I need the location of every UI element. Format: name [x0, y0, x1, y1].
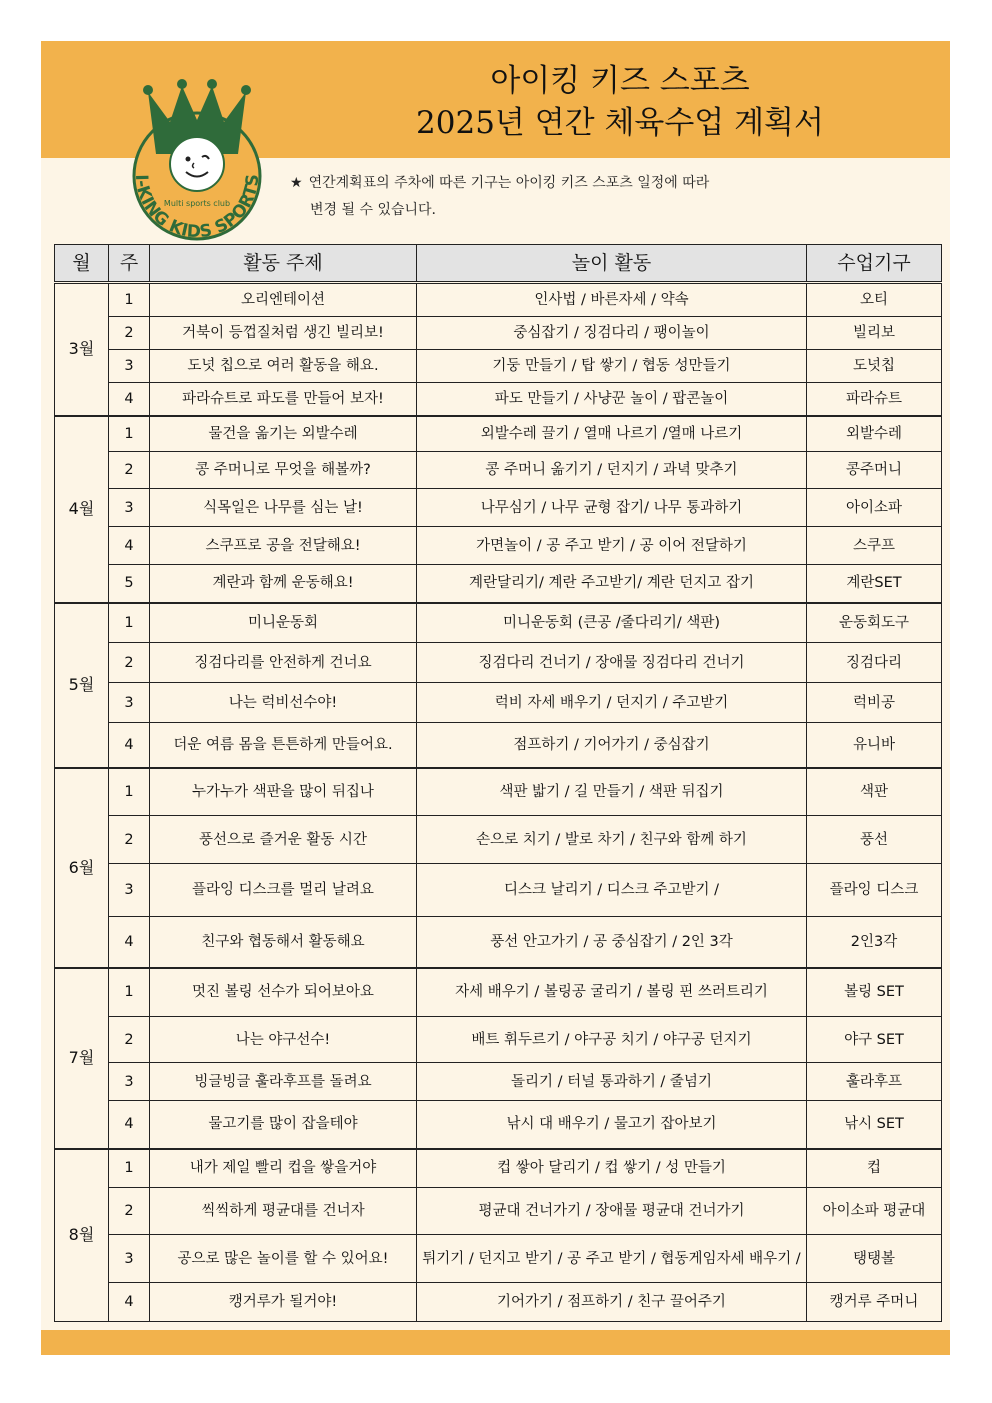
topic-cell: 멋진 볼링 선수가 되어보아요 — [150, 968, 417, 1017]
table-row — [55, 1101, 942, 1149]
month-cell: 8월 — [55, 1149, 109, 1322]
tool-cell: 색판 — [807, 768, 942, 816]
topic-cell: 공으로 많은 놀이를 할 수 있어요! — [150, 1235, 417, 1283]
topic-cell: 더운 여름 몸을 튼튼하게 만들어요. — [150, 723, 417, 768]
table-row — [55, 917, 942, 968]
month-cell: 7월 — [55, 968, 109, 1149]
tool-cell: 외발수레 — [807, 416, 942, 452]
table-row — [55, 283, 942, 317]
topic-cell: 물건을 옮기는 외발수레 — [150, 416, 417, 452]
table-row — [55, 643, 942, 683]
header-topic: 활동 주제 — [150, 245, 417, 283]
table-row — [55, 350, 942, 383]
table-row — [55, 1149, 942, 1188]
tool-cell: 럭비공 — [807, 683, 942, 723]
i-king-kids-sports-logo — [110, 64, 285, 242]
tool-cell: 스쿠프 — [807, 527, 942, 565]
activity-cell: 기어가기 / 점프하기 / 친구 끌어주기 — [417, 1283, 807, 1322]
activity-cell: 자세 배우기 / 볼링공 굴리기 / 볼링 핀 쓰러트리기 — [417, 968, 807, 1017]
star-icon: ★ — [290, 175, 303, 191]
topic-cell: 식목일은 나무를 심는 날! — [150, 489, 417, 527]
tool-cell: 볼링 SET — [807, 968, 942, 1017]
activity-cell: 손으로 치기 / 발로 차기 / 친구와 함께 하기 — [417, 816, 807, 864]
tool-cell: 유니바 — [807, 723, 942, 768]
table-row — [55, 603, 942, 643]
activity-cell: 징검다리 건너기 / 장애물 징검다리 건너기 — [417, 643, 807, 683]
topic-cell: 친구와 협동해서 활동해요 — [150, 917, 417, 968]
tool-cell: 풍선 — [807, 816, 942, 864]
topic-cell: 계란과 함께 운동해요! — [150, 565, 417, 603]
topic-cell: 미니운동회 — [150, 603, 417, 643]
table-row — [55, 683, 942, 723]
week-cell: 1 — [109, 1149, 150, 1188]
title-line-1: 아이킹 키즈 스포츠 — [490, 63, 750, 99]
table-row — [55, 864, 942, 917]
week-cell: 4 — [109, 1101, 150, 1149]
tool-cell: 아이소파 평균대 — [807, 1188, 942, 1235]
topic-cell: 캥거루가 될거야! — [150, 1283, 417, 1322]
activity-cell: 가면놀이 / 공 주고 받기 / 공 이어 전달하기 — [417, 527, 807, 565]
table-row — [55, 489, 942, 527]
activity-cell: 외발수레 끌기 / 열매 나르기 /열매 나르기 — [417, 416, 807, 452]
week-cell: 3 — [109, 864, 150, 917]
table-row — [55, 968, 942, 1017]
month-cell: 5월 — [55, 603, 109, 768]
logo-subtext: Multi sports club — [163, 199, 231, 208]
tool-cell: 훌라후프 — [807, 1063, 942, 1101]
topic-cell: 징검다리를 안전하게 건너요 — [150, 643, 417, 683]
activity-cell: 튀기기 / 던지고 받기 / 공 주고 받기 / 협동게임자세 배우기 / — [417, 1235, 807, 1283]
header-month: 월 — [55, 245, 109, 283]
table-row — [55, 527, 942, 565]
week-cell: 1 — [109, 283, 150, 317]
table-row — [55, 768, 942, 816]
topic-cell: 스쿠프로 공을 전달해요! — [150, 527, 417, 565]
week-cell: 4 — [109, 723, 150, 768]
tool-cell: 컵 — [807, 1149, 942, 1188]
header-week: 주 — [109, 245, 150, 283]
month-cell: 4월 — [55, 416, 109, 603]
page-title — [300, 60, 940, 144]
table-row — [55, 1188, 942, 1235]
annual-plan-table — [54, 244, 942, 1322]
activity-cell: 낚시 대 배우기 / 물고기 잡아보기 — [417, 1101, 807, 1149]
week-cell: 2 — [109, 1017, 150, 1063]
activity-cell: 나무심기 / 나무 균형 잡기/ 나무 통과하기 — [417, 489, 807, 527]
topic-cell: 풍선으로 즐거운 활동 시간 — [150, 816, 417, 864]
tool-cell: 빌리보 — [807, 317, 942, 350]
week-cell: 1 — [109, 768, 150, 816]
month-cell: 6월 — [55, 768, 109, 968]
table-row — [55, 1235, 942, 1283]
tool-cell: 아이소파 — [807, 489, 942, 527]
table-body — [55, 283, 942, 1322]
week-cell: 4 — [109, 917, 150, 968]
tool-cell: 오티 — [807, 283, 942, 317]
topic-cell: 오리엔테이션 — [150, 283, 417, 317]
activity-cell: 점프하기 / 기어가기 / 중심잡기 — [417, 723, 807, 768]
week-cell: 4 — [109, 527, 150, 565]
activity-cell: 미니운동회 (큰공 /줄다리기/ 색판) — [417, 603, 807, 643]
tool-cell: 2인3각 — [807, 917, 942, 968]
tool-cell: 콩주머니 — [807, 452, 942, 489]
activity-cell: 럭비 자세 배우기 / 던지기 / 주고받기 — [417, 683, 807, 723]
tool-cell: 계란SET — [807, 565, 942, 603]
month-cell: 3월 — [55, 283, 109, 416]
topic-cell: 나는 럭비선수야! — [150, 683, 417, 723]
activity-cell: 파도 만들기 / 사냥꾼 놀이 / 팝콘놀이 — [417, 383, 807, 416]
activity-cell: 콩 주머니 옮기기 / 던지기 / 과녁 맞추기 — [417, 452, 807, 489]
logo-text: I-KING KIDS SPORTS — [130, 173, 264, 242]
activity-cell: 컵 쌓아 달리기 / 컵 쌓기 / 성 만들기 — [417, 1149, 807, 1188]
activity-cell: 돌리기 / 터널 통과하기 / 줄넘기 — [417, 1063, 807, 1101]
activity-cell: 계란달리기/ 계란 주고받기/ 계란 던지고 잡기 — [417, 565, 807, 603]
week-cell: 3 — [109, 1063, 150, 1101]
activity-cell: 중심잡기 / 징검다리 / 팽이놀이 — [417, 317, 807, 350]
week-cell: 2 — [109, 317, 150, 350]
topic-cell: 씩씩하게 평균대를 건너자 — [150, 1188, 417, 1235]
title-line-2: 2025년 연간 체육수업 계획서 — [416, 105, 824, 141]
table-row — [55, 317, 942, 350]
week-cell: 4 — [109, 383, 150, 416]
table-row — [55, 816, 942, 864]
tool-cell: 탱탱볼 — [807, 1235, 942, 1283]
topic-cell: 플라잉 디스크를 멀리 날려요 — [150, 864, 417, 917]
table-row — [55, 1063, 942, 1101]
topic-cell: 물고기를 많이 잡을테야 — [150, 1101, 417, 1149]
tool-cell: 파라슈트 — [807, 383, 942, 416]
table-row — [55, 452, 942, 489]
week-cell: 1 — [109, 416, 150, 452]
topic-cell: 거북이 등껍질처럼 생긴 빌리보! — [150, 317, 417, 350]
tool-cell: 도넛칩 — [807, 350, 942, 383]
tool-cell: 낚시 SET — [807, 1101, 942, 1149]
table-row — [55, 383, 942, 416]
tool-cell: 징검다리 — [807, 643, 942, 683]
header-tool: 수업기구 — [807, 245, 942, 283]
topic-cell: 빙글빙글 훌라후프를 돌려요 — [150, 1063, 417, 1101]
schedule-note — [290, 170, 890, 224]
note-line-2: 변경 될 수 있습니다. — [310, 202, 436, 218]
tool-cell: 캥거루 주머니 — [807, 1283, 942, 1322]
tool-cell: 운동회도구 — [807, 603, 942, 643]
table-header-row — [55, 245, 942, 283]
week-cell: 2 — [109, 816, 150, 864]
week-cell: 1 — [109, 603, 150, 643]
week-cell: 2 — [109, 452, 150, 489]
activity-cell: 인사법 / 바른자세 / 약속 — [417, 283, 807, 317]
week-cell: 3 — [109, 683, 150, 723]
table-row — [55, 1283, 942, 1322]
topic-cell: 내가 제일 빨리 컵을 쌓을거야 — [150, 1149, 417, 1188]
topic-cell: 도넛 칩으로 여러 활동을 해요. — [150, 350, 417, 383]
topic-cell: 파라슈트로 파도를 만들어 보자! — [150, 383, 417, 416]
table-row — [55, 723, 942, 768]
activity-cell: 풍선 안고가기 / 공 중심잡기 / 2인 3각 — [417, 917, 807, 968]
activity-cell: 디스크 날리기 / 디스크 주고받기 / — [417, 864, 807, 917]
table-row — [55, 1017, 942, 1063]
table-row — [55, 416, 942, 452]
activity-cell: 평균대 건너가기 / 장애물 평균대 건너가기 — [417, 1188, 807, 1235]
topic-cell: 나는 야구선수! — [150, 1017, 417, 1063]
week-cell: 1 — [109, 968, 150, 1017]
week-cell: 2 — [109, 643, 150, 683]
tool-cell: 야구 SET — [807, 1017, 942, 1063]
week-cell: 3 — [109, 1235, 150, 1283]
week-cell: 5 — [109, 565, 150, 603]
tool-cell: 플라잉 디스크 — [807, 864, 942, 917]
note-line-1: 연간계획표의 주차에 따른 기구는 아이킹 키즈 스포츠 일정에 따라 — [308, 175, 710, 191]
week-cell: 4 — [109, 1283, 150, 1322]
activity-cell: 기둥 만들기 / 탑 쌓기 / 협동 성만들기 — [417, 350, 807, 383]
topic-cell: 누가누가 색판을 많이 뒤집나 — [150, 768, 417, 816]
activity-cell: 색판 밟기 / 길 만들기 / 색판 뒤집기 — [417, 768, 807, 816]
activity-cell: 배트 휘두르기 / 야구공 치기 / 야구공 던지기 — [417, 1017, 807, 1063]
week-cell: 3 — [109, 350, 150, 383]
week-cell: 3 — [109, 489, 150, 527]
header-activity: 놀이 활동 — [417, 245, 807, 283]
topic-cell: 콩 주머니로 무엇을 해볼까? — [150, 452, 417, 489]
table-row — [55, 565, 942, 603]
week-cell: 2 — [109, 1188, 150, 1235]
